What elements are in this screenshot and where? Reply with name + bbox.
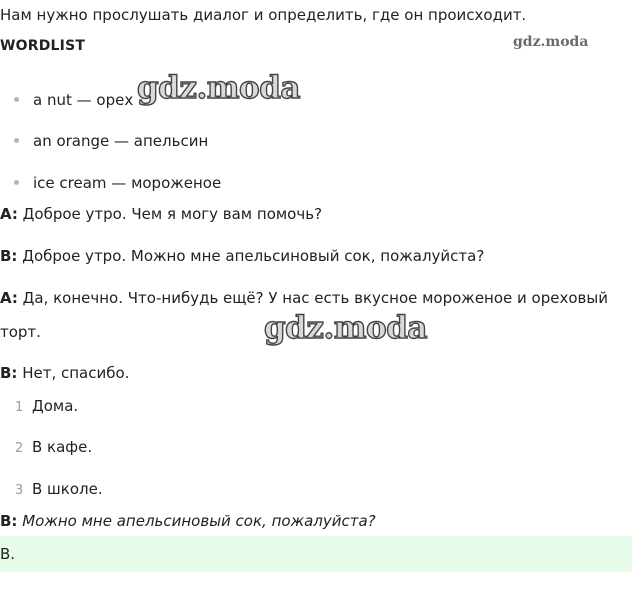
speaker-label: B: [0, 512, 18, 530]
option-text: Дома. [32, 397, 79, 415]
speaker-label: B: [0, 364, 18, 382]
watermark-small: gdz.moda [513, 34, 589, 50]
task-intro: Нам нужно прослушать диалог и определить, где он происходит. [0, 6, 527, 24]
dialogue-text-continued: торт. [0, 323, 41, 341]
option-number: 3 [15, 483, 24, 498]
wordlist-item-text: a nut — орех [33, 91, 134, 109]
option-number: 2 [15, 441, 24, 456]
option-number: 1 [15, 400, 24, 415]
dialogue-line [0, 247, 484, 265]
dialogue-line [0, 364, 129, 382]
option-text: В школе. [32, 480, 103, 498]
result-text: B. [0, 545, 16, 563]
answer-text: Можно мне апельсиновый сок, пожалуйста? [22, 512, 376, 530]
wordlist-item [14, 132, 208, 150]
bullet-icon [14, 97, 19, 102]
dialogue-line [0, 289, 608, 307]
result-box [0, 536, 632, 572]
wordlist-item-text: an orange — апельсин [33, 132, 209, 150]
wordlist-item [14, 174, 221, 192]
dialogue-text: Нет, спасибо. [22, 364, 130, 382]
answer-option [15, 397, 78, 415]
wordlist-item [14, 91, 133, 109]
speaker-label: A: [0, 289, 18, 307]
answer-option [15, 480, 103, 498]
speaker-label: B: [0, 247, 18, 265]
option-text: В кафе. [32, 438, 93, 456]
dialogue-line [0, 205, 322, 223]
wordlist-item-text: ice cream — мороженое [33, 174, 222, 192]
bullet-icon [14, 180, 19, 185]
dialogue-text: Доброе утро. Можно мне апельсиновый сок, пожалуйста? [22, 247, 485, 265]
dialogue-text: Да, конечно. Что-нибудь ещё? У нас есть вкусное мороженое и ореховый [22, 289, 608, 307]
answer-line [0, 512, 376, 530]
wordlist-heading: WORDLIST [0, 38, 86, 54]
bullet-icon [14, 138, 19, 143]
answer-option [15, 438, 92, 456]
watermark-large: gdz.moda [137, 70, 300, 106]
speaker-label: A: [0, 205, 18, 223]
watermark-large: gdz.moda [264, 310, 427, 346]
dialogue-text: Доброе утро. Чем я могу вам помочь? [22, 205, 323, 223]
